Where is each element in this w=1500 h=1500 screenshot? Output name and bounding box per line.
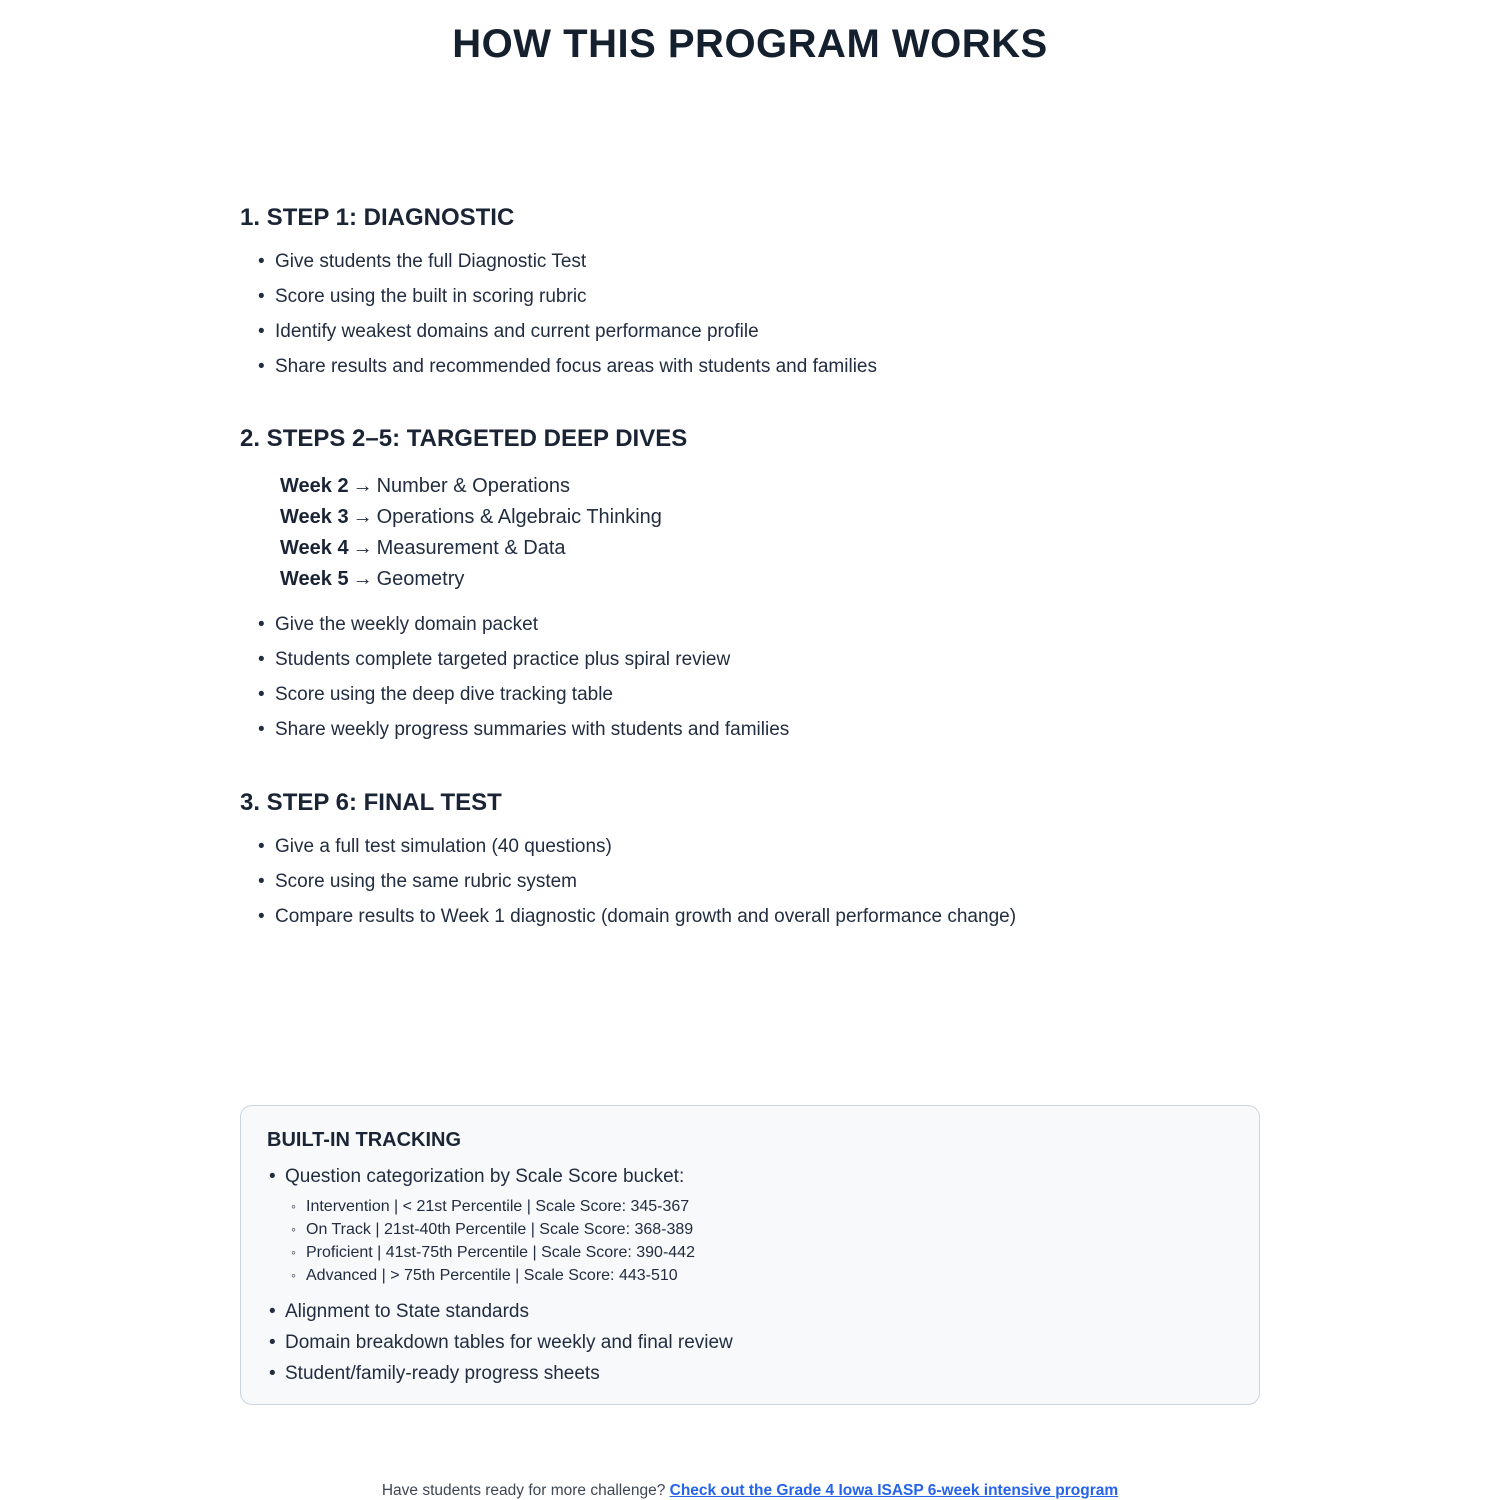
tracking-box [240, 1105, 1260, 1405]
week-row [280, 502, 1260, 533]
week-label: Week 3 [280, 506, 349, 528]
bullet-item: • Give the weekly domain packet [258, 613, 1260, 637]
week-label: Week 4 [280, 537, 349, 559]
bullet-item: • Question categorization by Scale Score bucket: [269, 1165, 1233, 1189]
week-row [280, 533, 1260, 564]
bullet-item: • Score using the built in scoring rubric [258, 285, 1260, 309]
section-steps-2-5-deep-dives [240, 424, 1260, 742]
bullet-item: • Student/family-ready progress sheets [269, 1362, 1233, 1386]
week-label: Week 2 [280, 475, 349, 497]
bullet-item: • Students complete targeted practice plus spiral review [258, 648, 1260, 672]
week-topic: Operations & Algebraic Thinking [376, 506, 662, 528]
bullet-item: • Give a full test simulation (40 questions) [258, 835, 1260, 859]
tracking-box-title: BUILT-IN TRACKING [267, 1129, 462, 1151]
footer [240, 1481, 1260, 1500]
section-heading: 1. STEP 1: DIAGNOSTIC [240, 204, 515, 231]
arrow-right-icon: → [352, 475, 373, 497]
bullet-list [258, 835, 1260, 929]
bullet-item: • Share results and recommended focus areas with students and families [258, 355, 1260, 379]
sub-bullet-item: ◦ On Track | 21st-40th Percentile | Scale Score: 368-389 [291, 1218, 1233, 1241]
bullet-list [258, 250, 1260, 379]
section-heading: 2. STEPS 2–5: TARGETED DEEP DIVES [240, 425, 688, 452]
sub-bullet-item: ◦ Advanced | > 75th Percentile | Scale Score: 443-510 [291, 1264, 1233, 1287]
footer-prompt-text: Have students ready for more challenge? [381, 1482, 670, 1499]
bullet-item: • Give students the full Diagnostic Test [258, 250, 1260, 274]
bullet-item: • Alignment to State standards [269, 1300, 1233, 1324]
tracking-bullet-list [269, 1165, 1233, 1189]
section-step-6-final-test [240, 788, 1260, 929]
bullet-item: • Score using the deep dive tracking table [258, 683, 1260, 707]
document-content [240, 203, 1260, 1500]
section-heading: 3. STEP 6: FINAL TEST [240, 789, 502, 816]
week-row [280, 564, 1260, 595]
week-topic: Geometry [376, 568, 465, 590]
arrow-right-icon: → [352, 537, 373, 559]
sub-bullet-item: ◦ Proficient | 41st-75th Percentile | Scale Score: 390-442 [291, 1241, 1233, 1264]
week-schedule [280, 471, 1260, 595]
bullet-item: • Domain breakdown tables for weekly and final review [269, 1331, 1233, 1355]
bullet-list [258, 613, 1260, 742]
scale-score-bucket-list [291, 1195, 1233, 1287]
week-topic: Measurement & Data [376, 537, 566, 559]
arrow-right-icon: → [352, 506, 373, 528]
bullet-item: • Compare results to Week 1 diagnostic (domain growth and overall performance change) [258, 905, 1260, 929]
week-topic: Number & Operations [376, 475, 570, 497]
week-label: Week 5 [280, 568, 349, 590]
tracking-bullet-list [269, 1300, 1233, 1386]
week-row [280, 471, 1260, 502]
section-step-1-diagnostic [240, 203, 1260, 379]
page-title: HOW THIS PROGRAM WORKS [452, 22, 1048, 66]
bullet-item: • Share weekly progress summaries with students and families [258, 718, 1260, 742]
arrow-right-icon: → [352, 568, 373, 590]
intensive-program-link[interactable]: Check out the Grade 4 Iowa ISASP 6-week intensive program [669, 1482, 1119, 1499]
bullet-item: • Score using the same rubric system [258, 870, 1260, 894]
bullet-item: • Identify weakest domains and current performance profile [258, 320, 1260, 344]
sub-bullet-item: ◦ Intervention | < 21st Percentile | Scale Score: 345-367 [291, 1195, 1233, 1218]
